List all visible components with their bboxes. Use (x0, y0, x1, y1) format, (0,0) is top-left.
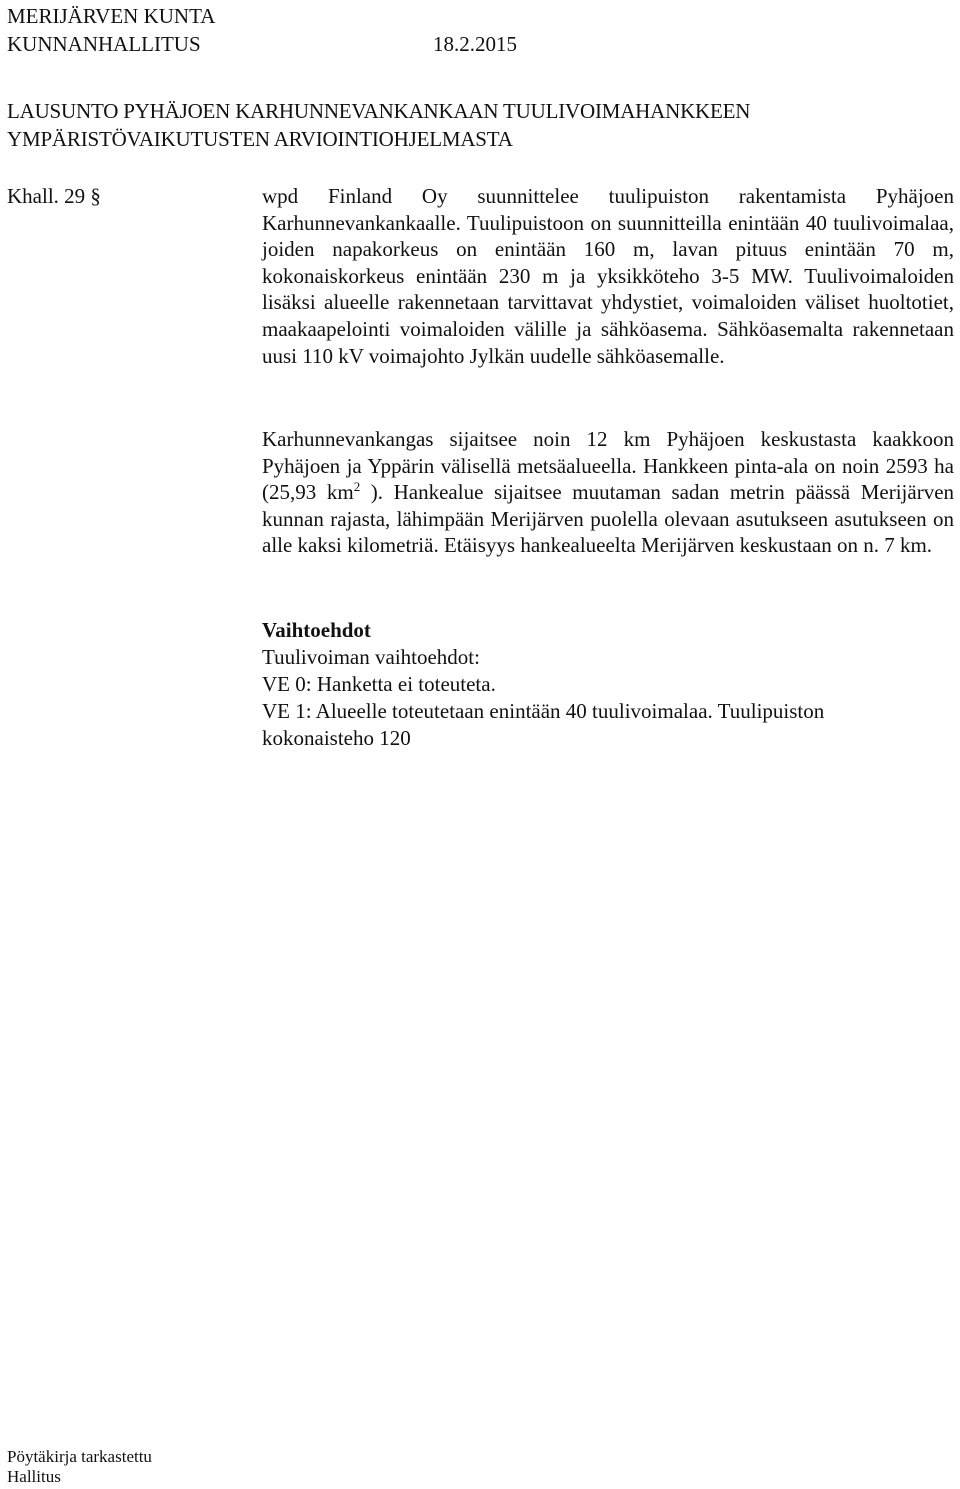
location-text-end: ). Hankealue sijaitsee muutaman sadan metrin päässä Merijärven kunnan rajasta, lähimpään Merijärven puolella olevaan asutukseen asutukseen on alle kaksi kilometriä. Etäisyys hankealueelta Merijärven keskustaan on n. 7 km. (262, 480, 955, 558)
alternative-ve0: VE 0: Hanketta ei toteuteta. (262, 672, 496, 696)
location-content (262, 426, 954, 559)
main-content (262, 183, 954, 369)
alternatives-heading: Vaihtoehdot (262, 618, 371, 642)
footer-board: Hallitus (7, 1467, 61, 1486)
alternative-ve1: VE 1: Alueelle toteutetaan enintään 40 tuulivoimalaa. Tuulipuiston kokonaisteho 120 (262, 699, 825, 750)
section-reference: Khall. 29 § (7, 184, 101, 208)
document-title-line-2: YMPÄRISTÖVAIKUTUSTEN ARVIOINTIOHJELMASTA (7, 127, 513, 151)
area-unit-superscript: 2 (353, 479, 361, 495)
footer-minutes-checked: Pöytäkirja tarkastettu (7, 1447, 152, 1466)
paragraph-location (262, 426, 954, 559)
meeting-date: 18.2.2015 (433, 32, 517, 56)
document-title-line-1: LAUSUNTO PYHÄJOEN KARHUNNEVANKANKAAN TUULIVOIMAHANKKEEN (7, 99, 751, 123)
location-text-start: Karhunnevankangas sijaitsee noin 12 km Pyhäjoen keskustasta kaakkoon Pyhäjoen ja Yppärin välisellä metsäalueella. Hankkeen pinta-ala on noin 2593 ha (25,93 km (262, 427, 954, 505)
municipality-name: MERIJÄRVEN KUNTA (7, 4, 216, 28)
meeting-body (7, 30, 517, 58)
meeting-body-name: KUNNANHALLITUS (7, 32, 201, 56)
alternatives-section (262, 617, 954, 752)
alternatives-intro: Tuulivoiman vaihtoehdot: (262, 645, 480, 669)
paragraph-project-description: wpd Finland Oy suunnittelee tuulipuiston rakentamista Pyhäjoen Karhunnevankankaalle. Tuulipuistoon on suunnitteilla enintään 40 tuulivoimalaa, joiden napakorkeus on enintään 160 m, lavan pituus enintään 70 m, kokonaiskorkeus enintään 230 m ja yksikköteho 3-5 MW. Tuulivoimaloiden lisäksi alueelle rakennetaan tarvittavat yhdystiet, voimaloiden väliset huoltotiet, maakaapelointi voimaloiden välille ja sähköasema. Sähköasemalta rakennetaan uusi 110 kV voimajohto Jylkän uudelle sähköasemalle. (262, 184, 954, 368)
